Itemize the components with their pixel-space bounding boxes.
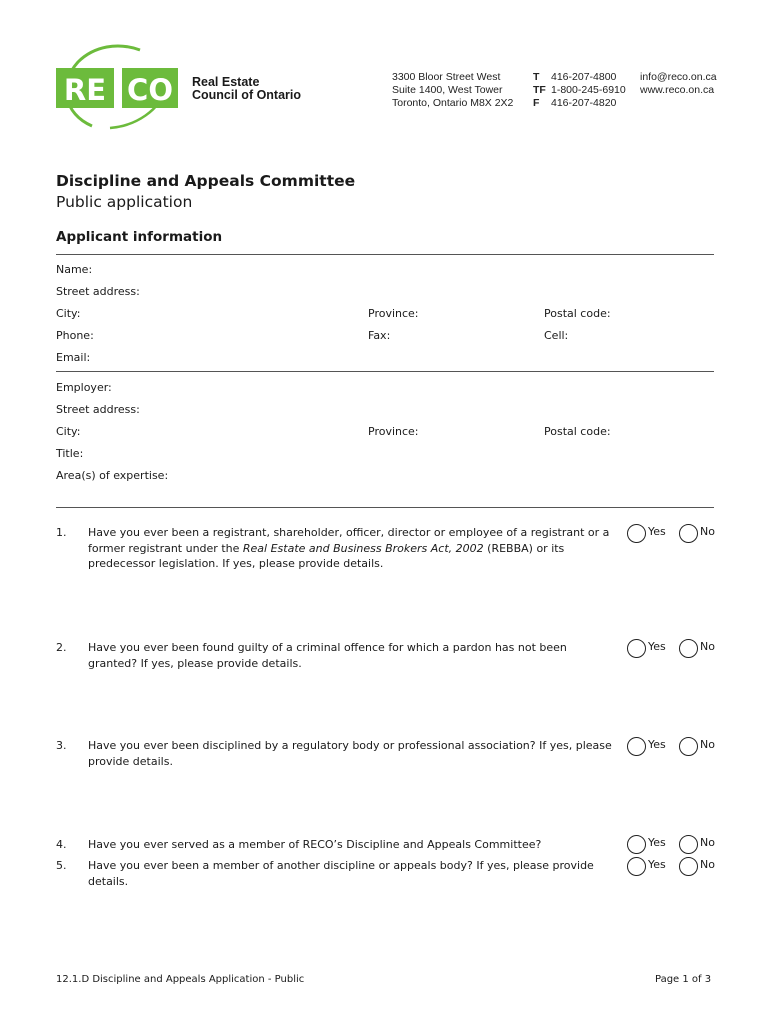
question-text: Have you ever been a member of another discipline or appeals body? If yes, please provide details. [88,859,594,888]
question-text: Have you ever been disciplined by a regulatory body or professional association? If yes, please provide details. [88,739,612,768]
employer-street-field[interactable]: Street address: [56,403,140,416]
employer-province-field[interactable]: Province: [368,425,419,438]
province-field[interactable]: Province: [368,307,419,320]
org-address: 3300 Bloor Street West Suite 1400, West Tower Toronto, Ontario M8X 2X2 [392,71,514,109]
radio-icon[interactable] [679,524,698,543]
cell-field[interactable]: Cell: [544,329,569,342]
radio-icon[interactable] [679,737,698,756]
svg-text:CO: CO [127,73,173,107]
employer-city-field[interactable]: City: [56,425,81,438]
name-field[interactable]: Name: [56,263,93,276]
title-field[interactable]: Title: [56,447,84,460]
question-number: 5. [56,859,67,872]
phone-field[interactable]: Phone: [56,329,94,342]
org-web-contact: info@reco.on.ca www.reco.on.ca [640,71,717,96]
svg-text:RE: RE [63,73,107,107]
city-field[interactable]: City: [56,307,81,320]
section-heading: Applicant information [56,229,223,245]
email-field[interactable]: Email: [56,351,91,364]
q5-yes-option[interactable]: Yes [627,857,666,876]
q3-yes-option[interactable]: Yes [627,737,666,756]
divider [56,254,714,255]
question-number: 1. [56,526,67,539]
question-text: Have you ever been a registrant, shareholder, officer, director or employee of a registrant or a former registrant under the Real Estate and Business Brokers Act, 2002 (REBBA) or its predecessor legislation. If yes, please provide details. [88,526,610,570]
reco-logo [56,44,186,130]
radio-icon[interactable] [627,737,646,756]
radio-icon[interactable] [627,524,646,543]
street-address-field[interactable]: Street address: [56,285,140,298]
fax-field[interactable]: Fax: [368,329,391,342]
question-number: 3. [56,739,67,752]
page-number: Page 1 of 3 [655,974,712,985]
form-subtitle: Public application [56,193,193,211]
radio-icon[interactable] [627,639,646,658]
question-number: 2. [56,641,67,654]
expertise-field[interactable]: Area(s) of expertise: [56,469,169,482]
org-name: Real Estate Council of Ontario [192,75,302,102]
q2-yes-option[interactable]: Yes [627,639,666,658]
q2-no-option[interactable]: No [679,639,715,658]
employer-field[interactable]: Employer: [56,381,112,394]
question-text: Have you ever been found guilty of a criminal offence for which a pardon has not been granted? If yes, please provide details. [88,641,567,670]
radio-icon[interactable] [627,857,646,876]
q3-no-option[interactable]: No [679,737,715,756]
radio-icon[interactable] [627,835,646,854]
question-text: Have you ever served as a member of RECO’s Discipline and Appeals Committee? [88,838,542,851]
divider [56,507,714,508]
divider [56,371,714,372]
q1-no-option[interactable]: No [679,524,715,543]
footer-doc-id: 12.1.D Discipline and Appeals Application - Public [56,974,305,985]
q4-no-option[interactable]: No [679,835,715,854]
radio-icon[interactable] [679,639,698,658]
form-title: Discipline and Appeals Committee [56,172,356,190]
org-phones: T 416-207-4800 TF 1-800-245-6910 F 416-207-4820 [533,71,626,109]
postal-code-field[interactable]: Postal code: [544,307,611,320]
q1-yes-option[interactable]: Yes [627,524,666,543]
radio-icon[interactable] [679,857,698,876]
radio-icon[interactable] [679,835,698,854]
q4-yes-option[interactable]: Yes [627,835,666,854]
question-number: 4. [56,838,67,851]
employer-postal-field[interactable]: Postal code: [544,425,611,438]
q5-no-option[interactable]: No [679,857,715,876]
